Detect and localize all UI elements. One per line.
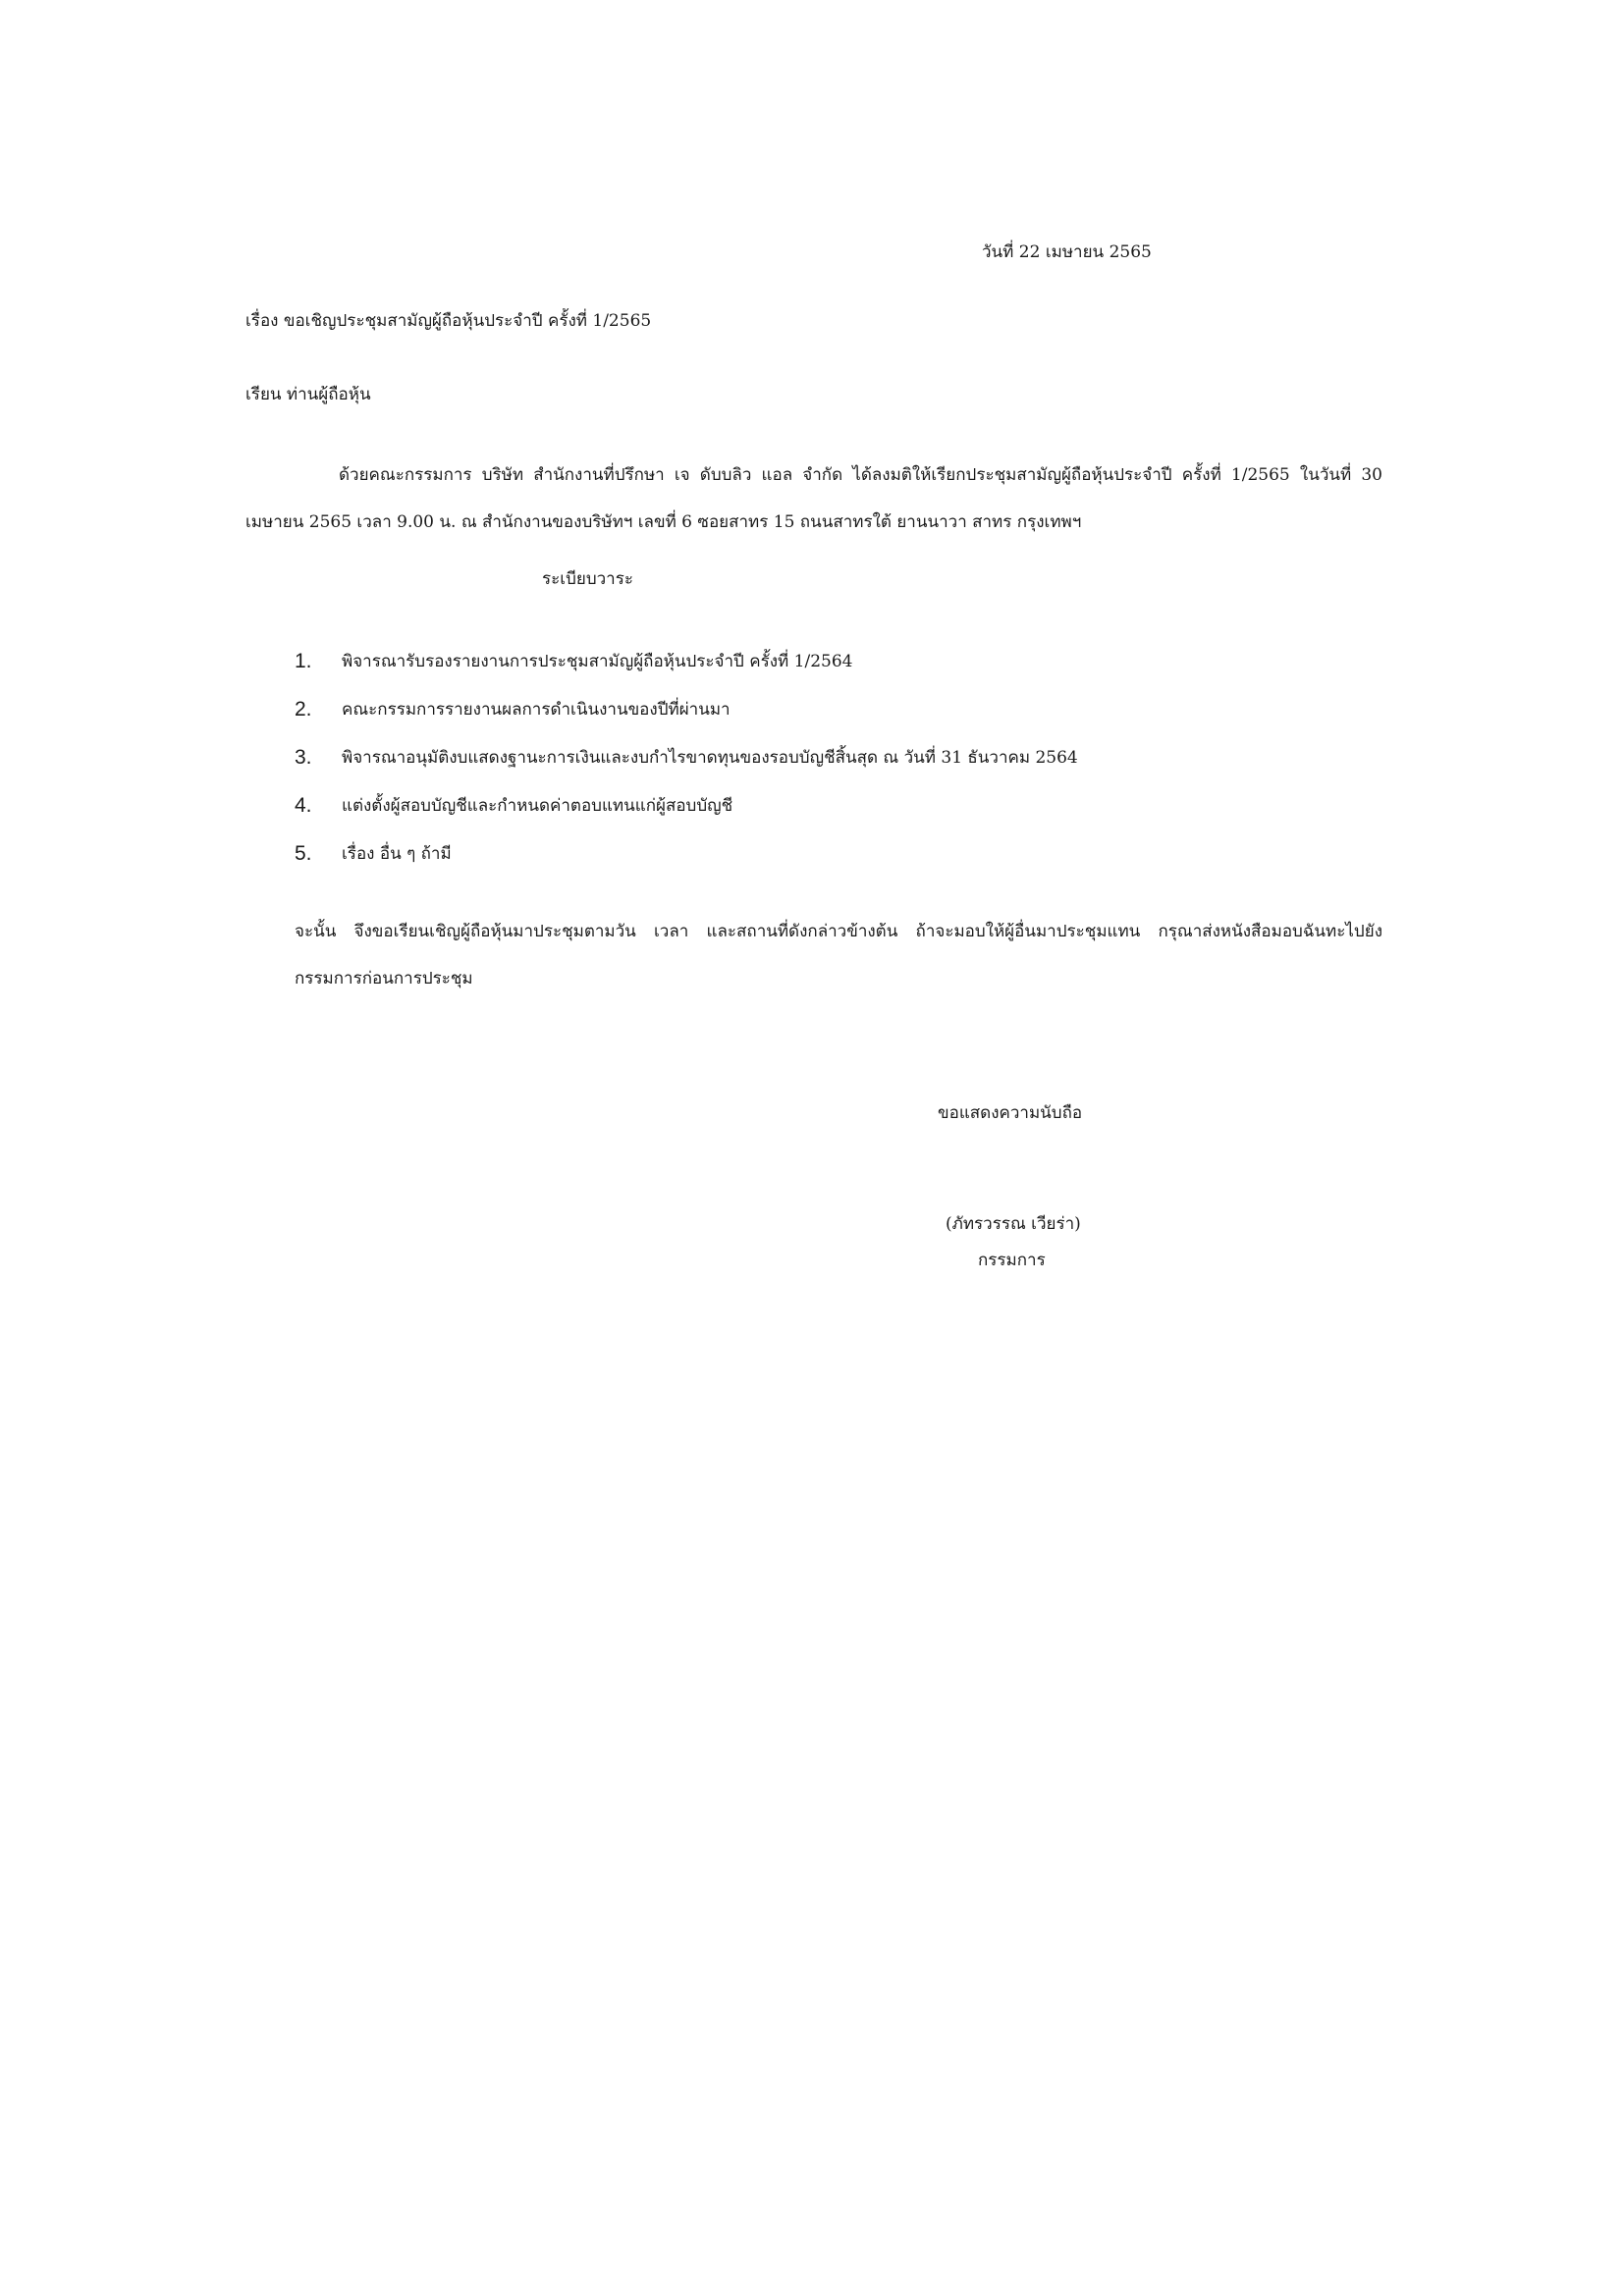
signer-title: กรรมการ [978,1251,1046,1270]
agenda-item-text: พิจารณารับรองรายงานการประชุมสามัญผู้ถือหุ้นประจำปี ครั้งที่ 1/2564 [342,652,853,671]
letter-date: วันที่ 22 เมษายน 2565 [982,242,1152,262]
agenda-item-number: 1. [295,650,312,672]
agenda-item-number: 5. [295,842,312,865]
agenda-item-number: 2. [295,698,312,721]
agenda-item-number: 3. [295,746,312,769]
agenda-heading: ระเบียบวาระ [542,569,633,589]
agenda-item-text: คณะกรรมการรายงานผลการดำเนินงานของปีที่ผ่านมา [342,700,731,720]
agenda-item-number: 4. [295,794,312,817]
letter-subject: เรื่อง ขอเชิญประชุมสามัญผู้ถือหุ้นประจำปี ครั้งที่ 1/2565 [245,311,652,331]
signer-name: (ภัทรวรรณ เวียร่า) [946,1214,1081,1234]
letter-body-paragraph: ด้วยคณะกรรมการ บริษัท สำนักงานที่ปรึกษา เจ ดับบลิว แอล จำกัด ได้ลงมติให้เรียกประชุมสามัญผู้ถือหุ้นประจำปี ครั้งที่ 1/2565 ในวันที่ 30 เมษายน 2565 เวลา 9.00 น. ณ สำนักงานของบริษัทฯ เลขที่ 6 ซอยสาทร 15 ถนนสาทรใต้ ยานนาวา สาทร กรุงเทพฯ [245,465,1382,532]
agenda-item-text: แต่งตั้งผู้สอบบัญชีและกำหนดค่าตอบแทนแก่ผู้สอบบัญชี [342,796,733,816]
agenda-item-text: เรื่อง อื่น ๆ ถ้ามี [342,844,452,864]
closing-regards: ขอแสดงความนับถือ [938,1103,1083,1123]
letter-closing-paragraph: จะนั้น จึงขอเรียนเชิญผู้ถือหุ้นมาประชุมตามวัน เวลา และสถานที่ดังกล่าวข้างต้น ถ้าจะมอบให้ผู้อื่นมาประชุมแทน กรุณาส่งหนังสือมอบฉันทะไปยังกรรมการก่อนการประชุม [295,922,1382,988]
letter-salutation: เรียน ท่านผู้ถือหุ้น [245,385,371,404]
agenda-item-text: พิจารณาอนุมัติงบแสดงฐานะการเงินและงบกำไรขาดทุนของรอบบัญชีสิ้นสุด ณ วันที่ 31 ธันวาคม 2564 [342,748,1078,768]
